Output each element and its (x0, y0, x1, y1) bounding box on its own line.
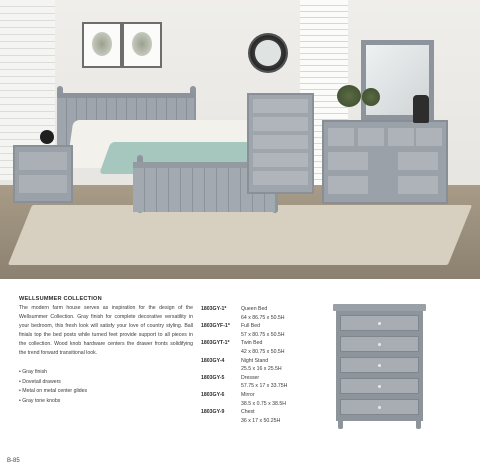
spec-dimensions: 36 x 17 x 50.25H (241, 417, 281, 424)
spec-dimensions: 25.5 x 16 x 25.5H (241, 366, 282, 373)
lantern-lamp (413, 95, 429, 123)
chest-drawer (340, 399, 419, 415)
knob-icon (378, 364, 381, 367)
area-rug (8, 205, 472, 265)
spec-code: 1803GYT-1* (201, 340, 230, 347)
wall-art-left (82, 22, 122, 68)
spec-name: Full Bed (241, 323, 261, 330)
knob-icon (378, 322, 381, 325)
spec-name: Queen Bed (241, 306, 268, 312)
spec-row-full-bed (201, 322, 301, 339)
spec-dimensions: 64 x 86.75 x 50.5H (241, 314, 285, 321)
chest-drawer (340, 357, 419, 373)
table-lamp (40, 130, 54, 144)
chest-leg (416, 421, 421, 429)
spec-dimensions: 38.5 x 0.75 x 38.5H (241, 400, 286, 407)
page-number: B-85 (7, 458, 20, 464)
dresser-in-room (322, 120, 448, 204)
spec-row-dresser (201, 374, 301, 391)
collection-title: WELLSUMMER COLLECTION (19, 296, 102, 302)
chest-body (336, 311, 423, 421)
spec-code: 1803GY-9 (201, 409, 225, 416)
feature-item: • Gray tone knobs (19, 397, 87, 407)
chest-drawer (340, 378, 419, 394)
spec-name: Chest (241, 409, 255, 416)
spec-code: 1803GY-5 (201, 374, 225, 381)
chest-drawer (340, 336, 419, 352)
potted-plant (337, 85, 361, 107)
spec-table (201, 305, 301, 425)
spec-name: Night Stand (241, 357, 269, 364)
spec-code: 1803GY-1* (201, 306, 227, 312)
spec-code: 1803GY-6 (201, 391, 225, 398)
wall-art-right (122, 22, 162, 68)
spec-dimensions: 42 x 80.75 x 50.5H (241, 348, 285, 355)
knob-icon (378, 385, 381, 388)
nightstand-photo (13, 145, 73, 203)
spec-dimensions: 57.75 x 17 x 33.75H (241, 383, 288, 390)
spec-dimensions: 57 x 80.75 x 50.5H (241, 331, 285, 338)
chest-top (333, 304, 426, 311)
feature-item: • Dovetail drawers (19, 378, 87, 388)
knob-icon (378, 406, 381, 409)
spec-row-chest (201, 408, 301, 425)
chest-leg (338, 421, 343, 429)
feature-list (19, 368, 87, 406)
spec-name: Twin Bed (241, 340, 263, 347)
spec-name: Mirror (241, 391, 255, 398)
spec-code: 1803GYF-1* (201, 323, 230, 330)
chest-product-photo (333, 304, 426, 429)
spec-row-night-stand (201, 357, 301, 374)
spec-row-queen-bed (201, 305, 301, 322)
chest-in-room (247, 93, 314, 194)
chest-drawer (340, 315, 419, 331)
spec-row-twin-bed (201, 339, 301, 356)
knob-icon (378, 343, 381, 346)
feature-item: • Metal on metal center glides (19, 387, 87, 397)
spec-code: 1803GY-4 (201, 357, 225, 364)
spec-row-mirror (201, 391, 301, 408)
collection-description: The modern farm house serves as inspiration for the design of the Wellsummer Collection. Gray finish for complete decorative versatility in your bedroom, this fresh look will satisfy your love of country styling. Ball finials top the bed posts while turned feet provide support to all pieces in the collection. Wood knob hardware centers the drawer fronts solidifying the trend forward transitional look. (19, 305, 193, 356)
potted-plant-small (362, 88, 380, 106)
spec-name: Dresser (241, 374, 260, 381)
feature-item: • Gray finish (19, 368, 87, 378)
round-wall-mirror (248, 33, 288, 73)
